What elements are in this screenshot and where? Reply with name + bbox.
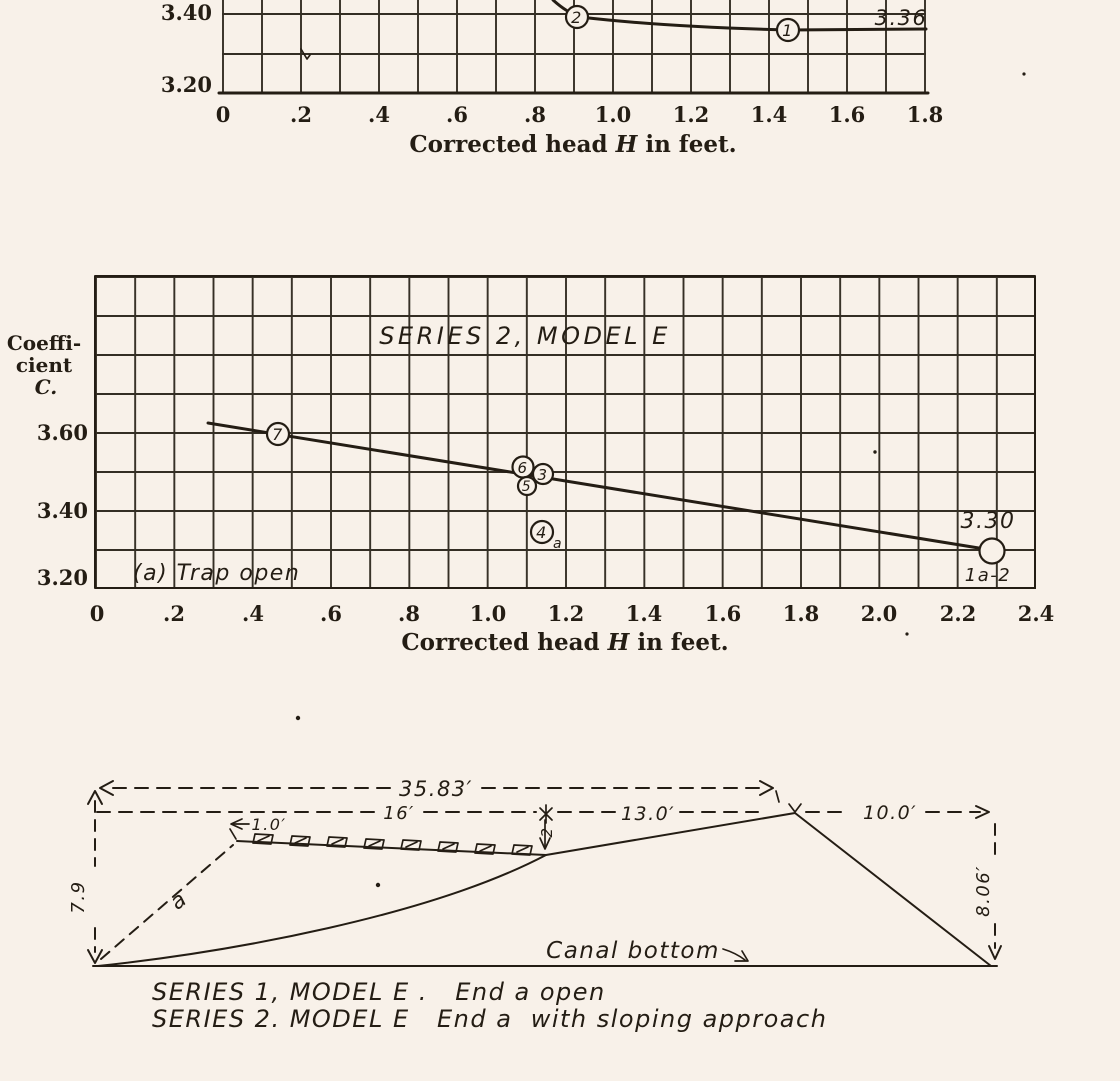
data-point-1-label: 1 (782, 21, 794, 40)
data-point-4-label: 4 (536, 523, 548, 542)
top-end-value: 3.36 (874, 6, 928, 30)
mid-ytick-360: 3.60 (36, 420, 88, 445)
x-tick: 1.2 (672, 102, 710, 127)
canal-bottom-label: Canal bottom (546, 938, 720, 964)
caption-series-1: SERIES 1, MODEL E . End a open (152, 978, 606, 1006)
data-point-4-subscript: a (552, 536, 564, 552)
caption-series-2: SERIES 2. MODEL E End a with sloping approach (152, 1005, 828, 1033)
x-tick: .8 (398, 601, 420, 626)
x-tick: 1.4 (750, 102, 788, 127)
dim-line-segments (97, 802, 989, 825)
mid-ytick-320: 3.20 (36, 565, 88, 590)
middle-x-ticks (90, 601, 1055, 626)
x-tick: .4 (242, 601, 264, 626)
x-tick: .8 (524, 102, 546, 127)
y-axis-label-line3: C. (34, 375, 58, 399)
middle-x-axis-title: Corrected head H in feet. (401, 629, 729, 656)
x-tick: .6 (446, 102, 468, 127)
top-ytick-320: 3.20 (160, 72, 212, 97)
top-x-ticks (216, 102, 944, 127)
dim-10-label: 10.0′ (862, 802, 918, 824)
data-point-5-label: 5 (521, 479, 533, 495)
data-point-1a-2 (980, 539, 1005, 564)
middle-end-point-label: 1a-2 (964, 565, 1012, 586)
data-point-2 (566, 6, 588, 28)
dim-right-vertical (973, 824, 1001, 959)
dim-13-label: 13.0′ (620, 803, 676, 825)
x-tick: 2.4 (1017, 601, 1055, 626)
data-point-1 (777, 19, 799, 41)
dim-line-total (100, 777, 779, 802)
x-tick: 1.8 (906, 102, 944, 127)
x-tick: .2 (290, 102, 312, 127)
dim-left-vertical (68, 791, 102, 963)
data-point-3-label: 3 (537, 466, 549, 484)
dim-16-label: 16′ (383, 803, 415, 824)
top-ytick-340: 3.40 (160, 0, 212, 25)
mid-ytick-340: 3.40 (36, 498, 88, 523)
middle-chart (7, 276, 1054, 656)
x-tick: 2.2 (939, 601, 977, 626)
top-x-axis-title: Corrected head H in feet. (409, 131, 737, 158)
x-tick: 1.4 (625, 601, 663, 626)
data-point-7-label: 7 (272, 425, 284, 444)
dim-right-label: 8.06′ (973, 865, 994, 917)
dim-2ft (538, 820, 556, 849)
crest-tick (789, 804, 801, 812)
slope-a-label: a (165, 886, 193, 916)
data-point-6 (513, 457, 534, 478)
dim-1-label: 1.0′ (251, 815, 287, 834)
asterisk-mark (540, 805, 552, 823)
x-tick: 1.2 (547, 601, 585, 626)
x-tick: 1.6 (828, 102, 866, 127)
top-chart (161, 0, 943, 158)
middle-chart-title: SERIES 2, MODEL E (379, 322, 671, 350)
data-point-7 (267, 423, 289, 445)
middle-end-value: 3.30 (960, 509, 1016, 534)
data-point-5 (518, 477, 536, 495)
x-tick: 0 (215, 102, 231, 127)
x-tick: 1.0 (594, 102, 632, 127)
dim-left-label: 7.9 (68, 880, 89, 914)
dim-1ft (230, 815, 287, 839)
y-axis-label-line2: cient (15, 353, 73, 377)
dim-total-label: 35.83′ (399, 777, 473, 801)
x-tick: 1.6 (704, 601, 742, 626)
data-point-3 (533, 464, 553, 484)
data-point-2-label: 2 (571, 8, 583, 27)
x-tick: 0 (89, 601, 105, 626)
slope-a (101, 845, 233, 959)
hatched-floor (237, 834, 546, 855)
x-tick: 1.0 (469, 601, 507, 626)
canal-bottom-label-group (546, 938, 748, 964)
data-point-6-label: 6 (517, 459, 529, 477)
y-axis-label-line1: Coeffi- (6, 331, 82, 355)
y-axis-label (7, 331, 81, 399)
x-tick: 2.0 (860, 601, 898, 626)
x-tick: .2 (163, 601, 185, 626)
x-tick: .4 (368, 102, 390, 127)
trap-open-annotation: (a) Trap open (133, 561, 301, 586)
x-tick: 1.8 (782, 601, 820, 626)
x-tick: .6 (320, 601, 342, 626)
cross-section-diagram (68, 777, 1001, 1033)
dim-2-label: 2 (538, 826, 556, 838)
